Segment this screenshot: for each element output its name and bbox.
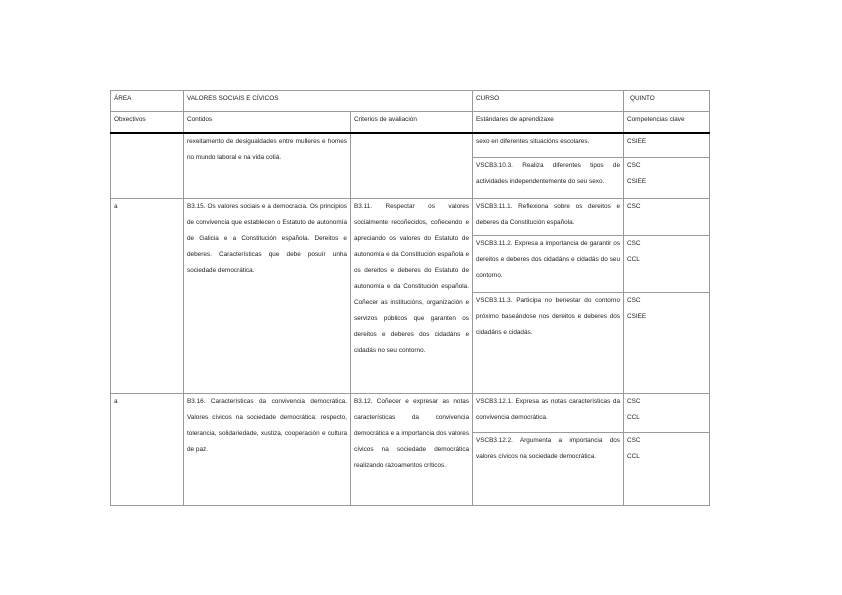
criterio-cell: B3.11. Respectar os valores socialmente recoñecidos, coñecendo e apreciando os valores do Estatuto de autonomía e da Constitución española e os dereitos e deberes do Estatuto de autonomía e da Constitución española. Coñecer as institucións, organización e servizos públicos que garanten os dereitos e deberes dos cidadáns e cidadás no seu contorno. [351,199,473,394]
contido-cell: rexeitamento de desigualdades entre mulleres e homes no mundo laboral e na vida cotiá. [184,133,351,199]
standard-cell: VSCB3.12.2. Argumenta a importancia dos valores cívicos na sociedade democrática. [473,433,624,506]
area-value: VALORES SOCIAIS E CÍVICOS [184,91,473,112]
competencia-cell [624,133,710,158]
curso-label: CURSO [473,91,624,112]
col-competencias: Competencias clave [624,112,710,134]
contido-cell: B3.15. Os valores sociais e a democracia. Os principios de convivencia que establecen o Estatuto de autonomía de Galicia e a Constitución española. Dereitos e deberes. Características que debe posuír unha sociedade democrática. [184,199,351,394]
competencia-code: CSC [627,398,641,405]
competencia-cell [624,293,710,394]
standard-cell: VSCB3.11.2. Expresa a importancia de garantir os dereitos e deberes dos cidadáns e cidadás do seu contorno. [473,236,624,293]
col-criterios: Criterios de avaliación [351,112,473,134]
competencia-code: CCL [627,453,640,460]
competencia-code: CSIEE [627,178,647,186]
competencia-code: CSIEE [627,313,647,320]
standard-cell: sexo en diferentes situacións escolares. [473,133,624,158]
standard-cell: VSCB3.10.3. Realiza diferentes tipos de actividades independentemente do seu sexo. [473,158,624,199]
col-obxectivos: Obxectivos [111,112,184,134]
table-row [111,199,710,236]
standard-cell: VSCB3.11.1. Reflexiona sobre os dereitos e deberes da Constitución española. [473,199,624,236]
table-row [111,133,710,158]
standard-cell: VSCB3.12.1. Expresa as notas características da convivencia democrática. [473,394,624,433]
header-row [111,91,710,112]
criterio-cell: B3.12. Coñecer e expresar as notas características da convivencia democrática e a importancia dos valores cívicos na sociedade democrática realizando razoamentos críticos. [351,394,473,506]
area-label: ÁREA [111,91,184,112]
column-header-row [111,112,710,134]
competencia-code: CSC [627,297,641,304]
col-contidos: Contidos [184,112,351,134]
obxectivo-cell: a [111,394,184,506]
contido-cell: B3.16. Características da convivencia democrática. Valores cívicos na sociedade democrática: respecto, tolerancia, solidariedade, xustiza, cooperación e cultura de paz. [184,394,351,506]
curso-value: QUINTO [624,91,710,112]
competencia-cell [624,199,710,236]
competencia-code: CSC [627,240,641,247]
competencia-code: CCL [627,256,640,263]
competencia-code: CSC [627,437,641,444]
competencia-cell [624,158,710,199]
col-estandares: Estándares de aprendizaxe [473,112,624,134]
competencia-code: CCL [627,414,640,421]
competencia-code: CSC [627,162,641,170]
curriculum-table [110,90,710,506]
competencia-cell [624,394,710,433]
competencia-cell [624,236,710,293]
competencia-cell [624,433,710,506]
competencia-code: CSC [627,203,641,210]
standard-cell: VSCB3.11.3. Participa no benestar do contorno próximo baseándose nos dereitos e deberes dos cidadáns e cidadás. [473,293,624,394]
criterio-cell [351,133,473,199]
table-row [111,394,710,433]
obxectivo-cell: a [111,199,184,394]
obxectivo-cell [111,133,184,199]
competencia-code: CSIEE [627,138,647,145]
